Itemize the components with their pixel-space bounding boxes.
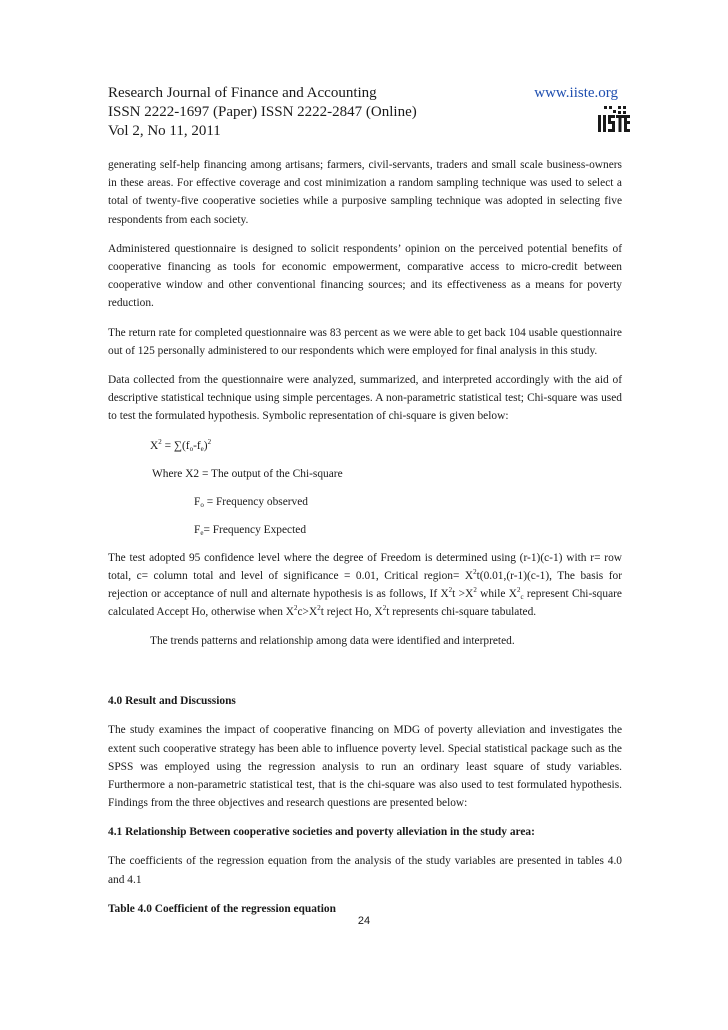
paragraph-sampling: generating self-help financing among artisans; farmers, civil-servants, traders and small scale business-owners in these areas. For effective coverage and cost minimization a random sampling technique was used to select a total of twenty-five cooperative societies while a purposive sampling technique was adopted in selecting five respondents from each society. [108,159,622,226]
page-header [108,84,622,141]
iiste-logo [596,106,630,132]
formula-where: Where X2 = The output of the Chi-square [152,467,343,480]
issn-line: ISSN 2222-1697 (Paper) ISSN 2222-2847 (Online) [108,104,417,120]
volume-line: Vol 2, No 11, 2011 [108,123,221,139]
paragraph-return-rate: The return rate for completed questionnaire was 83 percent as we were able to get back 104 usable questionnaire out of 125 personally administered to our respondents which were employed for final analysis in this study. [108,326,622,357]
page-number: 24 [357,915,371,927]
paragraph-test: The test adopted 95 confidence level where the degree of Freedom is determined using (r-1)(c-1) with r= row total, c= column total and level of significance = 0.01, Critical region= $X^2t(0.01,(r-1)(c-1)$, The basis for rejection or acceptance of null and alternate hypothesis is as follows, If $X^2t >X^2$ while $X^2_c$ represent Chi-square calculated Accept Ho, otherwise when $X^2c>X^2t$ reject Ho, $X^2t$ represents chi-square tabulated. [108,551,623,619]
paragraph-data-analysis: Data collected from the questionnaire were analyzed, summarized, and interpreted accordingly with the aid of descriptive statistical technique using simple percentages. A non-parametric statistical test; Chi-square was used to test the formulated hypothesis. Symbolic representation of chi-square is given below: [108,374,622,423]
website-link[interactable]: www.iiste.org [534,85,618,101]
trends-line: The trends patterns and relationship among data were identified and interpreted. [150,635,515,648]
formula-fe: $F_e=$ Frequency Expected [194,523,307,537]
chi-square-formula: $X^2 = \sum(f_o-f_e)^2$ [150,437,212,453]
heading-4-0: 4.0 Result and Discussions [108,695,236,708]
paragraph-coefficients: The coefficients of the regression equation from the analysis of the study variables are presented in tables 4.0 and 4.1 [108,855,622,886]
table-title: Table 4.0 Coefficient of the regression equation [108,902,336,915]
paragraph-questionnaire: Administered questionnaire is designed to solicit respondents’ opinion on the perceived potential benefits of cooperative financing as tools for economic empowerment, comparative access to micro-credit between cooperative window and other conventional financing sources; and its effectiveness as a means for poverty reduction. [108,242,622,310]
journal-title: Research Journal of Finance and Accounting [108,85,377,101]
article-body [108,156,622,918]
paragraph-results: The study examines the impact of cooperative financing on MDG of poverty alleviation and investigates the extent such cooperative strategy has been able to influence poverty level. Special statistical package such as the SPSS was employed using the regression analysis to run an ordinary least square of study variables. Furthermore a non-parametric statistical test, that is the chi-square was also used to test formulated hypothesis. Findings from the three objectives and research questions are presented below: [108,724,622,810]
formula-fo: $F_o$ = Frequency observed [194,495,309,509]
heading-4-1: 4.1 Relationship Between cooperative societies and poverty alleviation in the study area: [108,826,535,839]
